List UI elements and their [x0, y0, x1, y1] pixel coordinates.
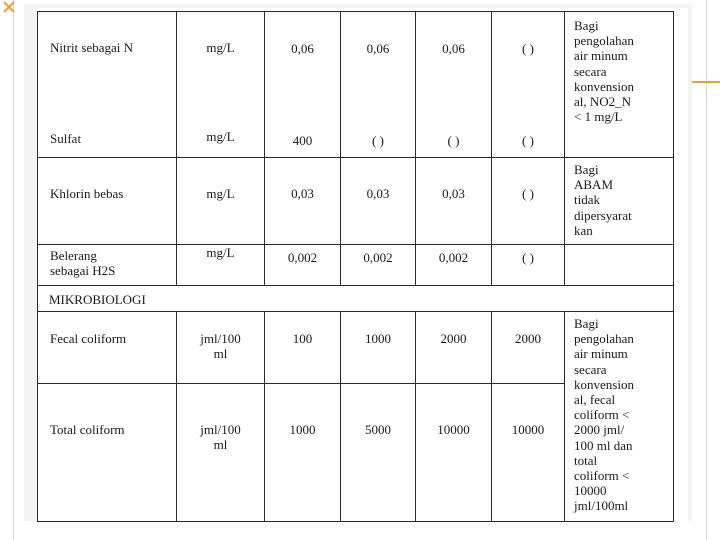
parameter-name: Khlorin bebas: [50, 186, 124, 201]
unit-cell: [177, 12, 265, 158]
parameter-cell: [38, 384, 177, 522]
value-cell: [416, 312, 492, 384]
parameter-name: Belerang sebagai H2S: [50, 248, 116, 278]
value-text: 0,06: [291, 41, 314, 56]
value-text: ( ): [447, 133, 460, 148]
value-text: 0,002: [287, 250, 318, 265]
value-cell: [265, 384, 341, 522]
value-cell: [341, 245, 416, 286]
parameter-name: Nitrit sebagai N: [50, 40, 134, 55]
note-cell: [565, 12, 674, 158]
table-row: [38, 158, 674, 245]
value-text: 400: [292, 133, 313, 148]
value-cell: [416, 12, 492, 158]
note-text: Bagi pengolahan air minum secara konvension al, NO2_N < 1 mg/L: [574, 18, 634, 125]
value-text: 5000: [365, 422, 391, 437]
value-cell: [265, 158, 341, 245]
value-text: ( ): [372, 133, 384, 148]
unit-value: mg/L: [206, 40, 235, 55]
value-text: ( ): [522, 250, 534, 265]
scanned-page: [24, 4, 692, 521]
value-cell: [416, 245, 492, 286]
value-cell: [341, 158, 416, 245]
value-text: 2000: [515, 331, 541, 346]
unit-value: mg/L: [206, 129, 235, 144]
value-cell: [341, 384, 416, 522]
value-text: 0,06: [442, 41, 465, 56]
accent-line: [692, 81, 720, 83]
value-cell: [492, 384, 565, 522]
value-text: 10000: [437, 422, 470, 437]
value-text: 10000: [511, 422, 545, 437]
value-text: 0,03: [291, 186, 314, 201]
section-row: [38, 286, 674, 312]
parameter-name: Fecal coliform: [50, 331, 127, 346]
table-row: [38, 245, 674, 286]
value-cell: [416, 384, 492, 522]
value-text: 0,03: [366, 186, 390, 201]
value-cell: [492, 158, 565, 245]
unit-cell: [177, 158, 265, 245]
value-text: 0,002: [363, 250, 393, 265]
value-text: 1000: [365, 331, 391, 346]
value-text: 0,06: [366, 41, 390, 56]
value-text: 0,002: [438, 250, 469, 265]
value-cell: [341, 312, 416, 384]
value-cell: [265, 12, 341, 158]
value-text: 100: [292, 331, 313, 346]
value-text: ( ): [522, 41, 534, 56]
note-text: Bagi ABAM tidak dipersyarat kan: [574, 162, 632, 238]
value-text: 2000: [440, 331, 467, 346]
unit-value: mg/L: [206, 186, 235, 201]
value-cell: [416, 158, 492, 245]
unit-cell: [177, 312, 265, 384]
value-text: 1000: [289, 422, 316, 437]
unit-value: jml/100 ml: [200, 331, 241, 361]
value-cell: [265, 245, 341, 286]
unit-cell: [177, 384, 265, 522]
water-quality-table: [37, 11, 674, 522]
section-cell: [38, 286, 674, 312]
note-text: Bagi pengolahan air minum secara konvension al, fecal coliform < 2000 jml/ 100 ml dan total coliform < 10000 jml/100ml: [574, 316, 634, 514]
note-cell: [565, 245, 674, 286]
unit-value: mg/L: [206, 245, 235, 260]
parameter-cell: [38, 158, 177, 245]
table-row: [38, 312, 674, 384]
left-margin-rule: [13, 0, 14, 540]
value-text: ( ): [522, 186, 534, 201]
parameter-name: Sulfat: [50, 131, 82, 146]
value-cell: [265, 312, 341, 384]
parameter-name: Total coliform: [50, 422, 125, 437]
section-heading: MIKROBIOLOGI: [49, 292, 146, 307]
parameter-cell: [38, 312, 177, 384]
unit-value: jml/100 ml: [200, 422, 241, 452]
parameter-cell: [38, 12, 177, 158]
note-cell: [565, 158, 674, 245]
value-cell: [341, 12, 416, 158]
value-cell: [492, 12, 565, 158]
parameter-cell: [38, 245, 177, 286]
table-row: [38, 12, 674, 158]
value-cell: [492, 245, 565, 286]
note-cell: [565, 312, 674, 522]
value-cell: [492, 312, 565, 384]
value-text: ( ): [522, 133, 534, 148]
value-text: 0,03: [442, 186, 465, 201]
unit-cell: [177, 245, 265, 286]
